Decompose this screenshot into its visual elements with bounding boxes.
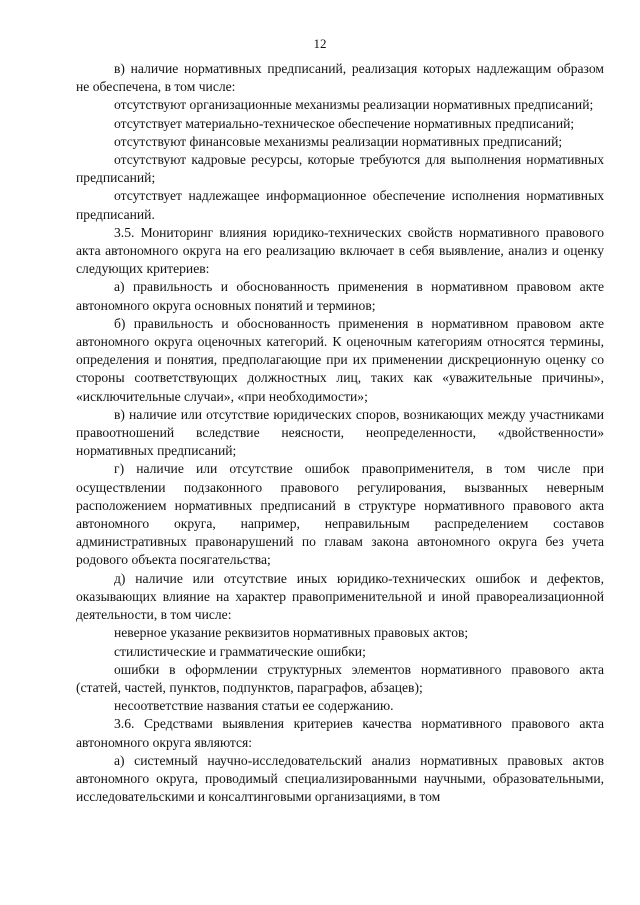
paragraph-3-6-means: 3.6. Средствами выявления критериев качества нормативного правового акта автономного округа являются: xyxy=(76,716,604,750)
paragraph-g-enforcer-errors: г) наличие или отсутствие ошибок правоприменителя, в том числе при осуществлении подзаконного правового регулирования, вызванных неверным расположением нормативных предписаний в структуре нормативного правового акта автономного округа, например, неправильным распределением составов административных правонарушений по главам закона автономного округа без учета родового объекта посягательства; xyxy=(76,461,604,568)
paragraph-d-other-defects: д) наличие или отсутствие иных юридико-технических ошибок и дефектов, оказывающих влияние на характер правоприменительной и иной правореализационной деятельности, в том числе: xyxy=(76,570,604,623)
paragraph-no-material-support: отсутствует материально-техническое обеспечение нормативных предписаний; xyxy=(114,115,575,131)
paragraph-title-mismatch: несоответствие названия статьи ее содержанию. xyxy=(114,698,394,714)
paragraph-no-information-support: отсутствует надлежащее информационное обеспечение исполнения нормативных предписаний. xyxy=(76,188,604,222)
paragraph-no-financial-mechanisms: отсутствуют финансовые механизмы реализации нормативных предписаний; xyxy=(114,133,563,149)
paragraph-3-5-monitoring: 3.5. Мониторинг влияния юридико-технических свойств нормативного правового акта автономного округа на его реализацию включает в себя выявление, анализ и оценку следующих критериев: xyxy=(76,224,604,277)
paragraph-v-unsecured-provisions: в) наличие нормативных предписаний, реализация которых надлежащим образом не обеспечена, в том числе: xyxy=(76,61,604,95)
paragraph-b-evaluative-categories: б) правильность и обоснованность применения в нормативном правовом акте автономного округа оценочных категорий. К оценочным категориям относятся термины, определения и понятия, предполагающие при их применении дискреционную оценку со стороны соответствующих должностных лиц, таких как «уважительные причины», «исключительные случаи», «при необходимости»; xyxy=(76,315,604,404)
paragraph-style-grammar-errors: стилистические и грамматические ошибки; xyxy=(114,643,366,659)
paragraph-v-legal-disputes: в) наличие или отсутствие юридических споров, возникающих между участниками правоотношений вследствие неясности, неопределенности, «двойственности» нормативных предписаний; xyxy=(76,406,604,459)
paragraph-a-basic-terms: а) правильность и обоснованность применения в нормативном правовом акте автономного округа основных понятий и терминов; xyxy=(76,279,604,313)
paragraph-no-organizational-mechanisms: отсутствуют организационные механизмы реализации нормативных предписаний; xyxy=(114,97,594,113)
page-number: 12 xyxy=(313,36,327,51)
paragraph-wrong-requisites: неверное указание реквизитов нормативных правовых актов; xyxy=(114,625,469,641)
document-body xyxy=(76,60,604,806)
paragraph-a-systemic-analysis: а) системный научно-исследовательский анализ нормативных правовых актов автономного округа, проводимый специализированными научными, образовательными, исследовательскими и консалтинговыми организациями, в том xyxy=(76,752,604,805)
paragraph-no-personnel-resources: отсутствуют кадровые ресурсы, которые требуются для выполнения нормативных предписаний; xyxy=(76,152,604,186)
paragraph-structural-element-errors: ошибки в оформлении структурных элементов нормативного правового акта (статей, частей, пунктов, подпунктов, параграфов, абзацев); xyxy=(76,661,604,695)
